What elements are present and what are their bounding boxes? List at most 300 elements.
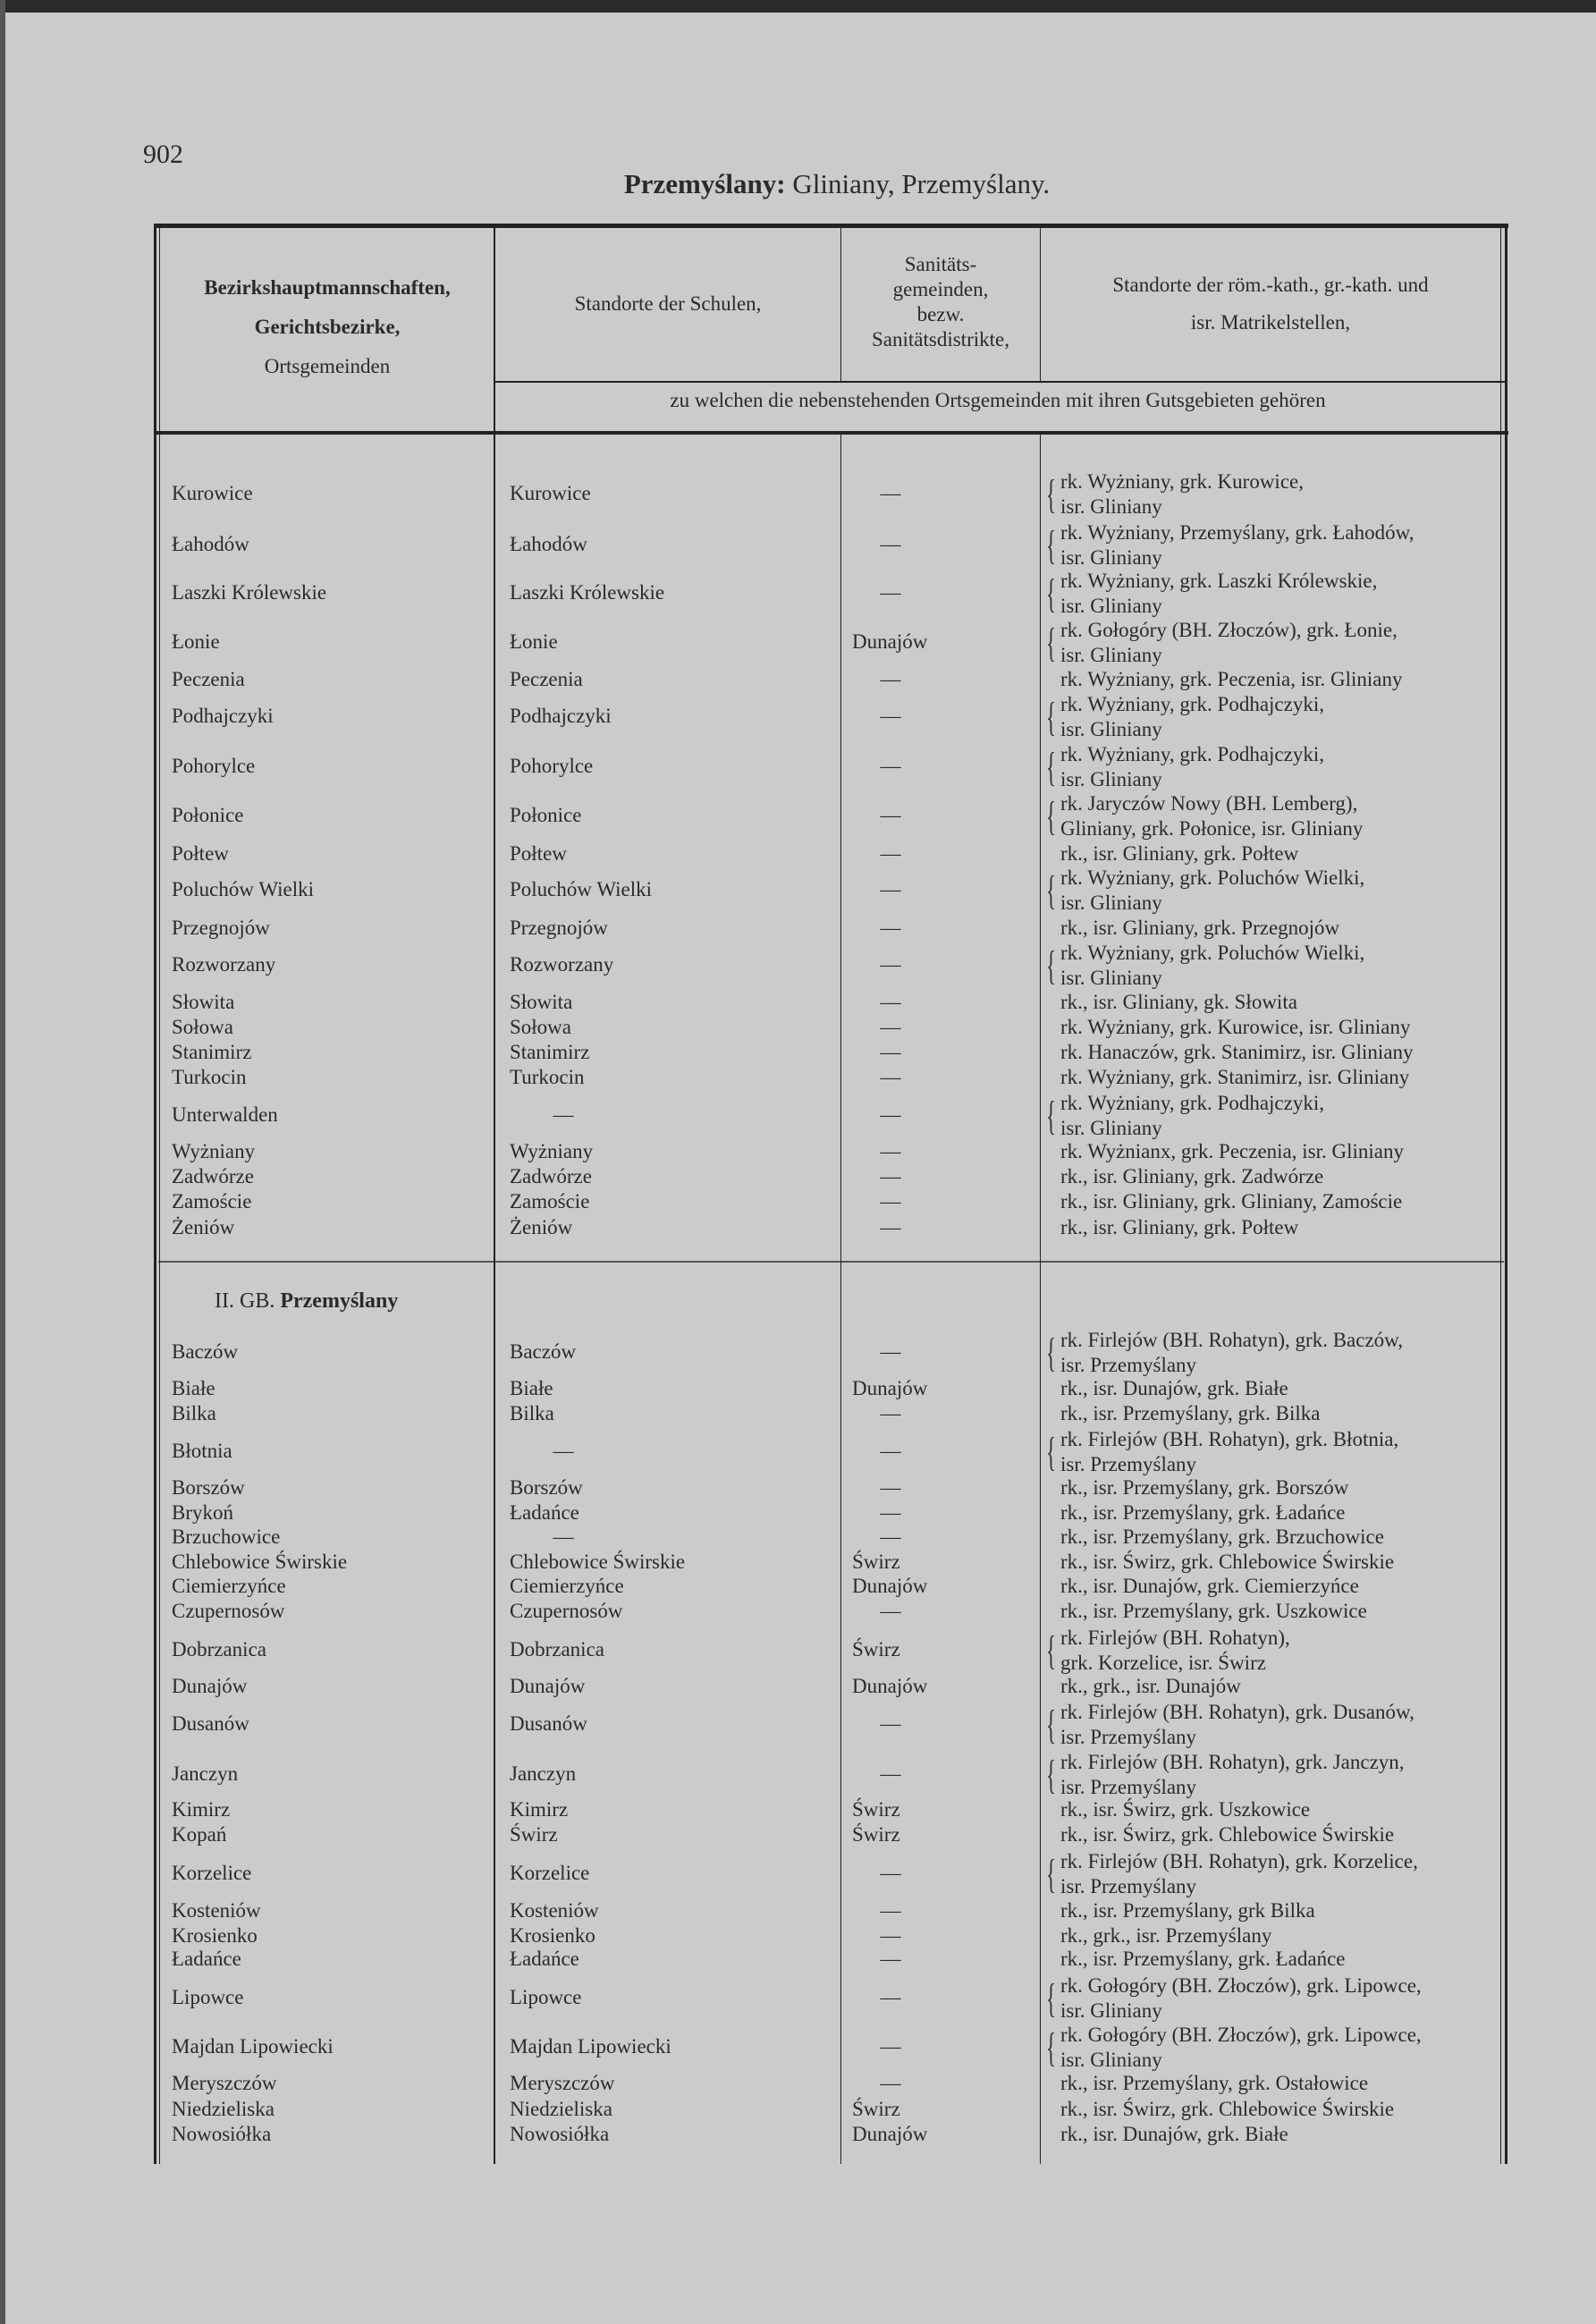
header-col-schulen: Standorte der Schulen, — [574, 292, 762, 315]
matrikel-line: rk., isr. Przemyślany, grk. Uszkowice — [1060, 1599, 1367, 1622]
matrikel-line: rk. Wyżniany, grk. Kurowice, isr. Gliniany — [1060, 1015, 1411, 1038]
matrikel-cell — [1046, 692, 1324, 742]
matrikel-line: rk., grk., isr. Dunajów — [1060, 1675, 1241, 1698]
section-heading-prefix: II. GB. — [215, 1289, 275, 1314]
header-col-sanitat — [841, 252, 1040, 352]
matrikel-cell — [1046, 1574, 1359, 1599]
matrikel-line: rk. Firlejów (BH. Rohatyn), grk. Janczyn, — [1060, 1751, 1405, 1774]
matrikel-cell — [1046, 569, 1377, 619]
matrikel-line: isr. Przemyślany — [1060, 1776, 1197, 1799]
sanitat-cell: Świrz — [852, 2097, 900, 2120]
matrikel-line: Gliniany, grk. Połonice, isr. Gliniany — [1060, 817, 1364, 840]
matrikel-cell — [1046, 2122, 1288, 2147]
ortsgemeinde-cell: Bilka — [172, 1402, 216, 1425]
matrikel-cell — [1046, 1599, 1367, 1624]
ortsgemeinde-cell: Ciemierzyńce — [172, 1574, 286, 1597]
brace-icon: { — [1046, 1627, 1057, 1673]
ortsgemeinde-cell: Ładańce — [172, 1948, 241, 1971]
schule-cell: Słowita — [510, 990, 573, 1013]
matrikel-cell — [1046, 1898, 1315, 1923]
brace-icon: { — [1046, 1975, 1057, 2022]
matrikel-line: rk. Gołogóry (BH. Złoczów), grk. Lipowce, — [1060, 1974, 1422, 1998]
ortsgemeinde-cell: Łahodów — [172, 532, 249, 555]
column-divider-2 — [840, 435, 841, 2164]
ortsgemeinde-cell: Pohorylce — [172, 755, 256, 778]
matrikel-line: rk. Wyżniany, grk. Stanimirz, isr. Gliniany — [1060, 1066, 1410, 1089]
brace-icon: { — [1046, 1092, 1057, 1138]
brace-icon: { — [1046, 866, 1057, 913]
matrikel-line: rk., isr. Świrz, grk. Uszkowice — [1060, 1797, 1311, 1821]
sanitat-cell: — — [880, 1762, 901, 1786]
matrikel-cell — [1046, 1164, 1323, 1189]
matrikel-cell — [1046, 1401, 1320, 1426]
table-right-border — [1505, 224, 1507, 2164]
ortsgemeinde-cell: Nowosiółka — [172, 2122, 272, 2145]
matrikel-line: rk. Firlejów (BH. Rohatyn), grk. Baczów, — [1060, 1328, 1404, 1351]
brace-icon: { — [1046, 1851, 1057, 1897]
matrikel-line: isr. Przemyślany — [1060, 1725, 1197, 1748]
header-subheader: zu welchen die nebenstehenden Ortsgemeinden mit ihren Gutsgebieten gehören — [670, 389, 1326, 411]
header-bottom-rule — [154, 431, 1508, 435]
schule-cell: Baczów — [510, 1339, 577, 1363]
ortsgemeinde-cell: Rozworzany — [172, 953, 276, 976]
ortsgemeinde-cell: Połonice — [172, 804, 244, 826]
schule-cell: Połtew — [510, 842, 567, 866]
section-divider — [158, 1261, 1504, 1263]
sanitat-cell: — — [880, 1015, 901, 1038]
sanitat-cell: Świrz — [852, 1637, 900, 1661]
sanitat-cell: — — [880, 482, 901, 505]
brace-icon: { — [1046, 1752, 1057, 1798]
matrikel-line: rk., isr. Przemyślany, grk. Brzuchowice — [1060, 1525, 1384, 1548]
ortsgemeinde-cell: Brykoń — [172, 1501, 233, 1525]
sanitat-cell: — — [880, 1215, 901, 1238]
schule-cell: Rozworzany — [510, 953, 614, 976]
matrikel-line: rk., grk., isr. Przemyślany — [1060, 1923, 1272, 1947]
ortsgemeinde-cell: Zamoście — [172, 1190, 252, 1213]
ortsgemeinde-cell: Dunajów — [172, 1675, 248, 1698]
schule-cell: Czupernosów — [510, 1599, 623, 1622]
schule-cell: Meryszczów — [510, 2072, 615, 2095]
ortsgemeinde-cell: Korzelice — [172, 1862, 252, 1885]
sanitat-cell: — — [880, 1339, 901, 1363]
sanitat-cell: — — [880, 1923, 901, 1947]
brace-icon: { — [1046, 793, 1057, 839]
ortsgemeinde-cell: Unterwalden — [172, 1103, 278, 1126]
matrikel-cell — [1046, 2023, 1422, 2073]
matrikel-cell — [1046, 1376, 1288, 1401]
sanitat-cell: — — [880, 1525, 901, 1548]
section-heading — [215, 1289, 398, 1314]
matrikel-cell — [1046, 841, 1298, 866]
ortsgemeinde-cell: Podhajczyki — [172, 704, 274, 727]
matrikel-line: rk. Wyżnianx, grk. Peczenia, isr. Gliniany — [1060, 1140, 1404, 1163]
matrikel-cell — [1046, 941, 1364, 991]
sanitat-cell: — — [880, 1711, 901, 1735]
table-left-border-inner — [159, 224, 160, 2164]
matrikel-cell — [1046, 1822, 1394, 1847]
matrikel-line: rk., isr. Dunajów, grk. Ciemierzyńce — [1060, 1574, 1359, 1597]
header-col3-line: bezw. — [916, 303, 965, 325]
ortsgemeinde-cell: Turkocin — [172, 1066, 247, 1089]
sanitat-cell: — — [880, 1066, 901, 1089]
ortsgemeinde-cell: Borszów — [172, 1476, 245, 1500]
scan-edge-left — [0, 0, 5, 2324]
matrikel-line: rk. Wyżniany, grk. Poluchów Wielki, — [1060, 942, 1365, 965]
matrikel-line: isr. Gliniany — [1060, 768, 1162, 791]
matrikel-line: isr. Gliniany — [1060, 545, 1162, 569]
matrikel-line: rk., isr. Przemyślany, grk. Borszów — [1060, 1476, 1349, 1500]
ortsgemeinde-cell: Błotnia — [172, 1439, 232, 1462]
matrikel-line: rk. Firlejów (BH. Rohatyn), grk. Korzelice, — [1060, 1850, 1418, 1873]
ortsgemeinde-cell: Czupernosów — [172, 1599, 285, 1622]
header-col-gemeinden — [161, 268, 494, 386]
schule-cell: Żeniów — [510, 1215, 573, 1238]
header-col3-line: Sanitäts- — [904, 253, 977, 275]
matrikel-line: rk., isr. Przemyślany, grk. Ostałowice — [1060, 2072, 1369, 2095]
header-col4-line: isr. Matrikelstellen, — [1190, 311, 1351, 334]
ortsgemeinde-cell: Łonie — [172, 630, 220, 654]
schule-cell: Janczyn — [510, 1762, 577, 1786]
matrikel-cell — [1046, 1849, 1418, 1899]
sanitat-cell: Dunajów — [852, 630, 928, 654]
matrikel-cell — [1046, 1797, 1310, 1822]
schule-cell: Kimirz — [510, 1797, 569, 1821]
schule-cell: Peczenia — [510, 667, 583, 690]
page-title — [0, 168, 1596, 200]
matrikel-cell — [1046, 1040, 1414, 1065]
brace-icon: { — [1046, 2024, 1057, 2070]
ortsgemeinde-cell: Stanimirz — [172, 1041, 252, 1064]
header-col3-line: Sanitätsdistrikte, — [872, 328, 1009, 351]
schule-cell: — — [553, 1439, 574, 1462]
matrikel-cell — [1046, 1215, 1298, 1240]
matrikel-cell — [1046, 1328, 1403, 1378]
matrikel-line: rk., isr. Przemyślany, grk. Ładańce — [1060, 1501, 1346, 1525]
sanitat-cell: — — [880, 1190, 901, 1213]
schule-cell: Turkocin — [510, 1066, 585, 1089]
matrikel-cell — [1046, 1700, 1414, 1750]
matrikel-line: isr. Przemyślany — [1060, 1353, 1197, 1376]
matrikel-line: isr. Gliniany — [1060, 2048, 1162, 2071]
matrikel-line: rk. Wyżniany, grk. Podhajczyki, — [1060, 743, 1324, 766]
matrikel-line: isr. Przemyślany — [1060, 1875, 1197, 1898]
page-title-bold: Przemyślany: — [623, 168, 786, 199]
sanitat-cell: — — [880, 1599, 901, 1622]
matrikel-cell — [1046, 2097, 1394, 2122]
sanitat-cell: — — [880, 2034, 901, 2058]
schule-cell: Kosteniów — [510, 1898, 599, 1922]
matrikel-line: rk., isr. Gliniany, grk. Gliniany, Zamoście — [1060, 1190, 1403, 1213]
header-col1-line: Gerichtsbezirke, — [254, 316, 401, 338]
schule-cell: Łonie — [510, 630, 558, 654]
scan-edge-top — [0, 0, 1596, 13]
matrikel-cell — [1046, 1947, 1346, 1972]
matrikel-cell — [1046, 618, 1398, 668]
ortsgemeinde-cell: Zadwórze — [172, 1165, 254, 1188]
brace-icon: { — [1046, 471, 1057, 518]
subheader-rule — [494, 381, 1507, 383]
page-number: 902 — [143, 139, 183, 169]
matrikel-cell — [1046, 1015, 1410, 1040]
schule-cell: Korzelice — [510, 1862, 590, 1885]
matrikel-line: rk., isr. Gliniany, gk. Słowita — [1060, 990, 1297, 1013]
ortsgemeinde-cell: Laszki Królewskie — [172, 581, 327, 604]
sanitat-cell: — — [880, 1862, 901, 1885]
matrikel-cell — [1046, 866, 1364, 916]
matrikel-cell — [1046, 1550, 1394, 1575]
matrikel-line: isr. Gliniany — [1060, 717, 1162, 740]
sanitat-cell: — — [880, 532, 901, 555]
sanitat-cell: — — [880, 804, 901, 826]
header-col4-line: Standorte der röm.-kath., gr.-kath. und — [1112, 274, 1429, 296]
column-divider-1 — [494, 225, 495, 2164]
matrikel-line: rk., isr. Przemyślany, grk. Ładańce — [1060, 1948, 1346, 1971]
sanitat-cell: — — [880, 1898, 901, 1922]
ortsgemeinde-cell: Krosienko — [172, 1923, 258, 1947]
schule-cell: Majdan Lipowiecki — [510, 2034, 671, 2058]
sanitat-cell: — — [880, 1501, 901, 1525]
sanitat-cell: — — [880, 755, 901, 778]
schule-cell: Stanimirz — [510, 1041, 590, 1064]
schule-cell: Ładańce — [510, 1501, 579, 1525]
matrikel-line: rk. Firlejów (BH. Rohatyn), grk. Dusanów, — [1060, 1700, 1414, 1723]
matrikel-line: isr. Przemyślany — [1060, 1452, 1197, 1475]
sanitat-cell: Świrz — [852, 1823, 900, 1847]
ortsgemeinde-cell: Wyżniany — [172, 1140, 256, 1163]
sanitat-cell: — — [880, 842, 901, 866]
brace-icon: { — [1046, 570, 1057, 617]
matrikel-cell — [1046, 1189, 1402, 1214]
ortsgemeinde-cell: Kosteniów — [172, 1898, 261, 1922]
matrikel-cell — [1046, 742, 1324, 792]
schule-cell: Bilka — [510, 1402, 554, 1425]
matrikel-line: rk. Wyżniany, grk. Poluchów Wielki, — [1060, 866, 1365, 889]
schule-cell: — — [553, 1103, 574, 1126]
sanitat-cell: Świrz — [852, 1551, 900, 1574]
matrikel-cell — [1046, 1091, 1324, 1141]
brace-icon: { — [1046, 521, 1057, 568]
brace-icon: { — [1046, 1329, 1057, 1375]
section-heading-name: Przemyślany — [280, 1289, 399, 1314]
schule-cell: Borszów — [510, 1476, 583, 1500]
schule-cell: Krosienko — [510, 1923, 595, 1947]
schule-cell: Chlebowice Świrskie — [510, 1551, 686, 1574]
matrikel-cell — [1046, 916, 1339, 941]
sanitat-cell: Dunajów — [852, 1675, 928, 1698]
matrikel-line: rk. Firlejów (BH. Rohatyn), — [1060, 1626, 1290, 1649]
matrikel-line: isr. Gliniany — [1060, 1116, 1162, 1139]
matrikel-line: rk. Jaryczów Nowy (BH. Lemberg), — [1060, 792, 1358, 815]
sanitat-cell: — — [880, 1165, 901, 1188]
schule-cell: Zadwórze — [510, 1165, 592, 1188]
header-col1-line: Bezirkshauptmannschaften, — [204, 276, 451, 299]
ortsgemeinde-cell: Przegnojów — [172, 916, 270, 939]
matrikel-line: rk. Wyżniany, grk. Laszki Królewskie, — [1060, 570, 1378, 593]
schule-cell: Dobrzanica — [510, 1637, 604, 1661]
header-col-matrikel — [1041, 266, 1500, 342]
ortsgemeinde-cell: Dusanów — [172, 1711, 249, 1735]
matrikel-line: isr. Gliniany — [1060, 1999, 1162, 2023]
ortsgemeinde-cell: Kurowice — [172, 482, 253, 505]
ortsgemeinde-cell: Kopań — [172, 1823, 227, 1847]
sanitat-cell: — — [880, 1948, 901, 1971]
table-top-rule — [154, 224, 1508, 228]
sanitat-cell: Dunajów — [852, 1377, 928, 1400]
matrikel-line: isr. Gliniany — [1060, 967, 1162, 990]
page-title-rest: Gliniany, Przemyślany. — [785, 168, 1051, 199]
schule-cell: Łahodów — [510, 532, 587, 555]
matrikel-cell — [1046, 1973, 1422, 2024]
matrikel-cell — [1046, 469, 1304, 520]
schule-cell: Podhajczyki — [510, 704, 612, 727]
sanitat-cell: Świrz — [852, 1797, 900, 1821]
schule-cell: Przegnojów — [510, 916, 608, 939]
matrikel-line: rk., isr. Gliniany, grk. Zadwórze — [1060, 1165, 1324, 1188]
brace-icon: { — [1046, 1428, 1057, 1475]
ortsgemeinde-cell: Połtew — [172, 842, 229, 866]
schule-cell: — — [553, 1525, 574, 1548]
matrikel-cell — [1046, 667, 1403, 692]
ortsgemeinde-cell: Majdan Lipowiecki — [172, 2034, 334, 2058]
matrikel-cell — [1046, 1525, 1384, 1550]
schule-cell: Pohorylce — [510, 755, 594, 778]
table-right-border-inner — [1500, 224, 1501, 2164]
sanitat-cell: — — [880, 916, 901, 939]
sanitat-cell: — — [880, 1041, 901, 1064]
matrikel-line: rk. Wyżniany, grk. Podhajczyki, — [1060, 692, 1324, 715]
matrikel-line: rk. Wyżniany, grk. Kurowice, — [1060, 470, 1304, 494]
ortsgemeinde-cell: Baczów — [172, 1339, 239, 1363]
header-col3-line: gemeinden, — [892, 278, 989, 300]
sanitat-cell: — — [880, 581, 901, 604]
matrikel-line: rk. Firlejów (BH. Rohatyn), grk. Błotnia, — [1060, 1427, 1399, 1450]
brace-icon: { — [1046, 1701, 1057, 1747]
schule-cell: Lipowce — [510, 1986, 582, 2009]
sanitat-cell: — — [880, 704, 901, 727]
sanitat-cell: — — [880, 667, 901, 690]
schule-cell: Połonice — [510, 804, 582, 826]
matrikel-line: rk., isr. Gliniany, grk. Połtew — [1060, 1215, 1299, 1238]
ortsgemeinde-cell: Dobrzanica — [172, 1637, 266, 1661]
schule-cell: Ciemierzyńce — [510, 1574, 624, 1597]
matrikel-cell — [1046, 1065, 1409, 1090]
column-divider-3 — [1040, 435, 1041, 2164]
matrikel-cell — [1046, 1674, 1241, 1699]
matrikel-cell — [1046, 520, 1414, 570]
sanitat-cell: — — [880, 953, 901, 976]
matrikel-line: isr. Gliniany — [1060, 595, 1162, 618]
sanitat-cell: — — [880, 1439, 901, 1462]
matrikel-line: rk., isr. Przemyślany, grk Bilka — [1060, 1898, 1315, 1922]
ortsgemeinde-cell: Brzuchowice — [172, 1525, 281, 1548]
brace-icon: { — [1046, 620, 1057, 666]
ortsgemeinde-cell: Poluchów Wielki — [172, 877, 315, 900]
schule-cell: Dusanów — [510, 1711, 587, 1735]
matrikel-line: rk. Gołogóry (BH. Złoczów), grk. Łonie, — [1060, 619, 1398, 642]
matrikel-line: rk., isr. Przemyślany, grk. Bilka — [1060, 1402, 1321, 1425]
matrikel-cell — [1046, 791, 1363, 841]
matrikel-line: grk. Korzelice, isr. Świrz — [1060, 1651, 1266, 1674]
schule-cell: Ładańce — [510, 1948, 579, 1971]
matrikel-line: rk., isr. Świrz, grk. Chlebowice Świrskie — [1060, 1551, 1395, 1574]
matrikel-cell — [1046, 1139, 1404, 1164]
ortsgemeinde-cell: Janczyn — [172, 1762, 239, 1786]
sanitat-cell: — — [880, 2072, 901, 2095]
schule-cell: Laszki Królewskie — [510, 581, 665, 604]
matrikel-cell — [1046, 1626, 1290, 1676]
ortsgemeinde-cell: Żeniów — [172, 1215, 235, 1238]
ortsgemeinde-cell: Peczenia — [172, 667, 245, 690]
matrikel-line: rk., isr. Dunajów, grk. Białe — [1060, 2122, 1288, 2145]
schule-cell: Sołowa — [510, 1015, 571, 1038]
matrikel-line: rk. Gołogóry (BH. Złoczów), grk. Lipowce, — [1060, 2023, 1422, 2046]
matrikel-line: rk., isr. Gliniany, grk. Przegnojów — [1060, 916, 1340, 939]
matrikel-line: rk., isr. Gliniany, grk. Połtew — [1060, 842, 1299, 866]
sanitat-cell: Dunajów — [852, 1574, 928, 1597]
sanitat-cell: — — [880, 877, 901, 900]
schule-cell: Kurowice — [510, 482, 591, 505]
matrikel-cell — [1046, 990, 1297, 1015]
schule-cell: Dunajów — [510, 1675, 586, 1698]
schule-cell: Poluchów Wielki — [510, 877, 653, 900]
schule-cell: Świrz — [510, 1823, 558, 1847]
header-col1-line: Ortsgemeinden — [264, 355, 391, 377]
matrikel-cell — [1046, 1750, 1405, 1800]
ortsgemeinde-cell: Białe — [172, 1377, 215, 1400]
matrikel-cell — [1046, 2071, 1368, 2096]
matrikel-line: rk., isr. Dunajów, grk. Białe — [1060, 1377, 1288, 1400]
schule-cell: Białe — [510, 1377, 553, 1400]
matrikel-line: isr. Gliniany — [1060, 891, 1162, 914]
sanitat-cell: — — [880, 1986, 901, 2009]
matrikel-cell — [1046, 1427, 1398, 1477]
matrikel-line: rk. Wyżniany, grk. Podhajczyki, — [1060, 1091, 1324, 1114]
matrikel-line: rk. Wyżniany, grk. Peczenia, isr. Gliniany — [1060, 667, 1403, 690]
sanitat-cell: — — [880, 1402, 901, 1425]
matrikel-line: isr. Gliniany — [1060, 644, 1162, 667]
schule-cell: Zamoście — [510, 1190, 590, 1213]
schule-cell: Niedzieliska — [510, 2097, 612, 2120]
matrikel-cell — [1046, 1475, 1348, 1500]
brace-icon: { — [1046, 693, 1057, 739]
ortsgemeinde-cell: Sołowa — [172, 1015, 233, 1038]
sanitat-cell: — — [880, 1476, 901, 1500]
sanitat-cell: — — [880, 1103, 901, 1126]
matrikel-cell — [1046, 1500, 1346, 1525]
matrikel-line: rk. Hanaczów, grk. Stanimirz, isr. Gliniany — [1060, 1041, 1414, 1064]
schule-cell: Nowosiółka — [510, 2122, 610, 2145]
ortsgemeinde-cell: Chlebowice Świrskie — [172, 1551, 348, 1574]
matrikel-line: isr. Gliniany — [1060, 495, 1162, 519]
ortsgemeinde-cell: Kimirz — [172, 1797, 231, 1821]
sanitat-cell: — — [880, 990, 901, 1013]
brace-icon: { — [1046, 942, 1057, 989]
table-left-border — [154, 224, 156, 2164]
sanitat-cell: Dunajów — [852, 2122, 928, 2145]
brace-icon: { — [1046, 744, 1057, 790]
ortsgemeinde-cell: Meryszczów — [172, 2072, 277, 2095]
schule-cell: Wyżniany — [510, 1140, 594, 1163]
ortsgemeinde-cell: Słowita — [172, 990, 235, 1013]
ortsgemeinde-cell: Lipowce — [172, 1986, 244, 2009]
matrikel-line: rk., isr. Świrz, grk. Chlebowice Świrskie — [1060, 1823, 1395, 1847]
ortsgemeinde-cell: Niedzieliska — [172, 2097, 274, 2120]
matrikel-line: rk., isr. Świrz, grk. Chlebowice Świrskie — [1060, 2097, 1395, 2120]
matrikel-line: rk. Wyżniany, Przemyślany, grk. Łahodów, — [1060, 520, 1414, 544]
sanitat-cell: — — [880, 1140, 901, 1163]
matrikel-cell — [1046, 1923, 1271, 1948]
